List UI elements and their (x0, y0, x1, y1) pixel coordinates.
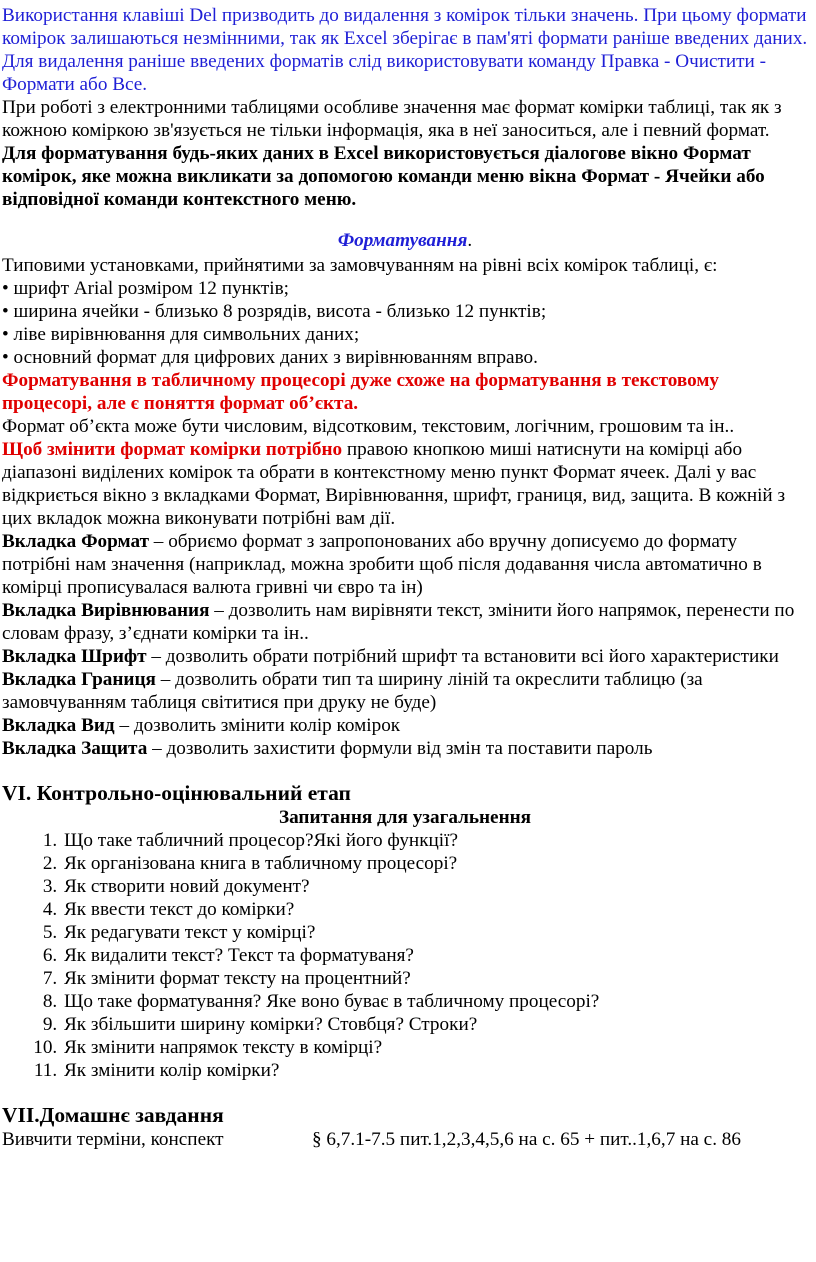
tab-desc: – дозволить обрати потрібний шрифт та встановити всі його характеристики (146, 646, 779, 667)
tab-description (2, 599, 808, 645)
question-item: 7. Як змінити формат тексту на процентний? (62, 967, 808, 990)
formatting-title-dot: . (467, 230, 473, 251)
questions-subtitle: Запитання для узагальнення (278, 807, 532, 828)
del-key-paragraph: Використання клавіші Del призводить до видалення з комірок тільки значень. При цьому формати комірок залишаються незмінними, так як Excel зберігає в пам'яті формати раніше введених даних. Для видалення раніше введених форматів слід використовувати команду Правка - Очистити - Формати або Все. (2, 5, 808, 95)
format-dialog-paragraph: Для форматування будь-яких даних в Excel використовується діалогове вікно Формат комірок, яке можна викликати за допомогою команди меню вікна Формат - Ячейки або відповідної команди контекстного меню. (2, 143, 765, 210)
tab-name: Вкладка Формат (2, 531, 149, 552)
question-item: 8. Що таке форматування? Яке воно буває в табличному процесорі? (62, 990, 808, 1013)
change-format-lead: Щоб змінити формат комірки потрібно (2, 439, 343, 460)
tab-description (2, 645, 808, 668)
tab-desc: – дозволить обрати тип та ширину ліній та окреслити таблицю (за замовчуванням таблиця світитися при друку не буде) (2, 669, 703, 713)
question-item: 3. Як створити новий документ? (62, 875, 808, 898)
tab-desc: – дозволить змінити колір комірок (114, 715, 401, 736)
question-item: 4. Як ввести текст до комірки? (62, 898, 808, 921)
tab-description (2, 530, 808, 599)
question-item: 10. Як змінити напрямок тексту в комірці? (62, 1036, 808, 1059)
bullet-item: • основний формат для цифрових даних з вирівнюванням вправо. (2, 347, 538, 368)
tab-name: Вкладка Вирівнювания (2, 600, 210, 621)
bullet-item: • ширина ячейки - близько 8 розрядів, висота - близько 12 пунктів; (2, 301, 547, 322)
tab-desc: – дозволить захистити формули від змін та поставити пароль (147, 738, 653, 759)
questions-list (2, 829, 808, 1082)
homework-row (2, 1128, 808, 1151)
change-format-rest: правою кнопкою миші натиснути на комірці або діапазоні виділених комірок та обрати в контекстному меню пункт Формат ячеек. Далі у вас відкриється вікно з вкладками Формат, Вирівнювання, шрифт, границя, вид, защита. В кожній з цих вкладок можна виконувати потрібні вам дії. (2, 439, 786, 529)
tab-desc: – дозволить нам вирівняти текст, змінити його напрямок, перенести по словам фразу, з’єднати комірки та ін.. (2, 600, 795, 644)
bullet-item: • шрифт Arial розміром 12 пунктів; (2, 278, 290, 299)
question-item: 2. Як організована книга в табличному процесорі? (62, 852, 808, 875)
defaults-intro: Типовими установками, прийнятими за замовчуванням на рівні всіх комірок таблиці, є: (2, 255, 718, 276)
tab-name: Вкладка Границя (2, 669, 156, 690)
tab-desc: – обриємо формат з запропонованих або вручну дописуємо до формату потрібні нам значення (наприклад, можна зробити щоб після додавання числа автоматично в комірці прописувалася валюта гривні чи євро та ін) (2, 531, 762, 598)
homework-task: Вивчити терміни, конспект (2, 1129, 224, 1150)
tab-description (2, 737, 808, 760)
question-item: 5. Як редагувати текст у комірці? (62, 921, 808, 944)
tab-name: Вкладка Шрифт (2, 646, 147, 667)
section-7-title: VII.Домашнє завдання (2, 1103, 224, 1127)
formatting-title: Форматування (337, 230, 468, 251)
tab-name: Вкладка Защита (2, 738, 148, 759)
object-format-types: Формат об’єкта може бути числовим, відсотковим, текстовим, логічним, грошовим та ін.. (2, 416, 735, 437)
tab-description (2, 668, 808, 714)
question-item: 6. Як видалити текст? Текст та форматуваня? (62, 944, 808, 967)
tab-description (2, 714, 808, 737)
question-item: 11. Як змінити колір комірки? (62, 1059, 808, 1082)
bullet-item: • ліве вирівнювання для символьних даних; (2, 324, 360, 345)
question-item: 9. Як збільшити ширину комірки? Стовбця? Строки? (62, 1013, 808, 1036)
cell-format-paragraph: При роботі з електронними таблицями особливе значення має формат комірки таблиці, так як з кожною коміркою зв'язується не тільки інформація, яка в неї заноситься, але і певний формат. (2, 97, 782, 141)
question-item: 1. Що таке табличний процесор?Які його функції? (62, 829, 808, 852)
object-format-statement: Форматування в табличному процесорі дуже схоже на форматування в текстовому процесорі, але є поняття формат об’єкта. (2, 370, 720, 414)
section-6-title: VI. Контрольно-оцінювальний етап (2, 781, 351, 805)
homework-pages: § 6,7.1-7.5 пит.1,2,3,4,5,6 на с. 65 + пит..1,6,7 на с. 86 (312, 1129, 741, 1150)
change-format-paragraph (2, 438, 808, 530)
formatting-heading (2, 229, 808, 252)
tab-name: Вкладка Вид (2, 715, 115, 736)
